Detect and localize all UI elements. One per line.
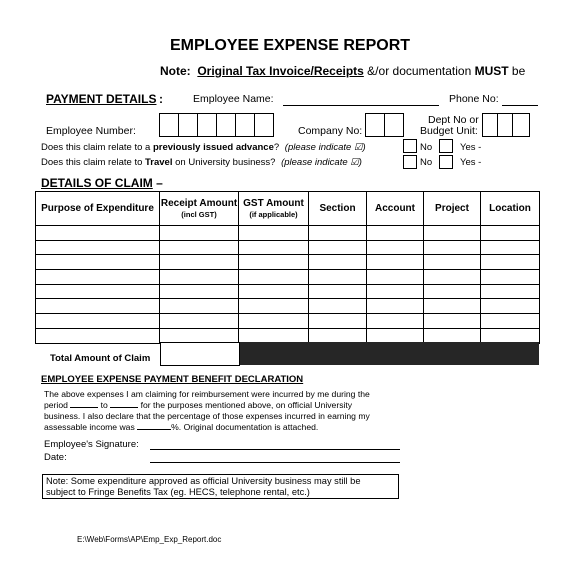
- employee-number-box[interactable]: [216, 113, 236, 137]
- claim-cell[interactable]: [424, 255, 481, 270]
- period-from-field[interactable]: [70, 407, 98, 408]
- note-middle: &/or documentation: [363, 64, 475, 78]
- claim-cell[interactable]: [424, 270, 481, 285]
- claim-row: [36, 328, 540, 343]
- claim-cell[interactable]: [36, 240, 160, 255]
- claim-cell[interactable]: [36, 226, 160, 241]
- claim-row: [36, 255, 540, 270]
- claim-cell[interactable]: [309, 328, 367, 343]
- company-number-box[interactable]: [365, 113, 385, 137]
- claim-cell[interactable]: [424, 328, 481, 343]
- claim-cell[interactable]: [239, 284, 309, 299]
- claim-cell[interactable]: [424, 314, 481, 329]
- fbt-note-line-1: Note: Some expenditure approved as official University business may still be: [46, 476, 361, 486]
- advance-no-label: No: [420, 142, 433, 153]
- claim-cell[interactable]: [481, 255, 540, 270]
- declaration-line-1: The above expenses I am claiming for reimbursement were incurred by me during the: [44, 389, 370, 399]
- claim-row: [36, 270, 540, 285]
- note-end: be: [508, 64, 526, 78]
- claim-cell[interactable]: [160, 255, 239, 270]
- fbt-note-line-2: subject to Fringe Benefits Tax (eg. HECS, telephone rental, etc.): [46, 487, 310, 497]
- claim-rows: [36, 226, 540, 344]
- claim-cell[interactable]: [239, 270, 309, 285]
- phone-field[interactable]: [502, 105, 538, 106]
- claim-header-row: [36, 192, 540, 226]
- claim-cell[interactable]: [309, 226, 367, 241]
- claim-cell[interactable]: [160, 226, 239, 241]
- travel-yes-checkbox[interactable]: [439, 155, 453, 169]
- claim-cell[interactable]: [309, 284, 367, 299]
- fbt-note-box: [42, 474, 399, 499]
- column-header-purpose: Purpose of Expenditure: [36, 192, 160, 226]
- form-title: EMPLOYEE EXPENSE REPORT: [169, 37, 411, 54]
- advance-no-checkbox[interactable]: [403, 139, 417, 153]
- note-must: MUST: [474, 64, 509, 78]
- claim-cell[interactable]: [160, 284, 239, 299]
- signature-label: Employee's Signature:: [44, 439, 139, 450]
- claim-cell[interactable]: [481, 299, 540, 314]
- note-underlined: Original Tax Invoice/Receipts: [197, 64, 364, 78]
- claim-cell[interactable]: [160, 270, 239, 285]
- declaration-line-3: business. I also declare that the percentage of those expenses incurred in earning my: [44, 411, 370, 421]
- column-header-location: Location: [481, 192, 540, 226]
- declaration-line-2: period to for the purposes mentioned above, on official University: [44, 400, 353, 410]
- claim-cell[interactable]: [36, 255, 160, 270]
- claim-cell[interactable]: [367, 226, 424, 241]
- claim-cell[interactable]: [160, 240, 239, 255]
- claim-cell[interactable]: [367, 284, 424, 299]
- employee-number-box[interactable]: [235, 113, 255, 137]
- claim-cell[interactable]: [367, 328, 424, 343]
- payment-details-heading: PAYMENT DETAILS: [46, 92, 157, 106]
- claim-cell[interactable]: [424, 240, 481, 255]
- claim-cell[interactable]: [309, 299, 367, 314]
- claim-cell[interactable]: [160, 328, 239, 343]
- claim-cell[interactable]: [239, 255, 309, 270]
- advance-yes-label: Yes -: [460, 142, 482, 153]
- total-shaded-area: [240, 342, 539, 365]
- employee-number-box[interactable]: [197, 113, 217, 137]
- claim-cell[interactable]: [309, 314, 367, 329]
- phone-label: Phone No:: [449, 93, 499, 105]
- claim-cell[interactable]: [36, 314, 160, 329]
- claim-cell[interactable]: [36, 284, 160, 299]
- employee-name-label: Employee Name:: [193, 93, 274, 105]
- dept-label-line1: Dept No or: [428, 114, 479, 126]
- declaration-heading: EMPLOYEE EXPENSE PAYMENT BENEFIT DECLARATION: [41, 374, 304, 385]
- column-header-section: Section: [309, 192, 367, 226]
- dept-label-line2: Budget Unit:: [420, 125, 478, 137]
- date-label: Date:: [44, 452, 67, 463]
- employee-number-label: Employee Number:: [46, 125, 136, 137]
- claim-row: [36, 299, 540, 314]
- advance-yes-checkbox[interactable]: [439, 139, 453, 153]
- declaration-text: [44, 389, 404, 433]
- claim-cell[interactable]: [481, 226, 540, 241]
- travel-no-checkbox[interactable]: [403, 155, 417, 169]
- column-header-account: Account: [367, 192, 424, 226]
- total-amount-field[interactable]: [160, 342, 240, 366]
- dept-number-box[interactable]: [497, 113, 513, 137]
- claim-cell[interactable]: [424, 226, 481, 241]
- claim-cell[interactable]: [367, 314, 424, 329]
- claim-cell[interactable]: [481, 240, 540, 255]
- employee-number-box[interactable]: [159, 113, 179, 137]
- claim-cell[interactable]: [239, 314, 309, 329]
- claim-cell[interactable]: [239, 328, 309, 343]
- percentage-field[interactable]: [137, 429, 171, 430]
- note-label: Note:: [160, 64, 191, 78]
- employee-number-box[interactable]: [178, 113, 198, 137]
- column-header-gst-amount: GST Amount (if applicable): [239, 192, 309, 226]
- claim-cell[interactable]: [309, 240, 367, 255]
- claim-row: [36, 240, 540, 255]
- claim-table: [35, 191, 540, 344]
- claim-cell[interactable]: [160, 314, 239, 329]
- claim-cell[interactable]: [36, 299, 160, 314]
- employee-number-box[interactable]: [254, 113, 274, 137]
- claim-cell[interactable]: [481, 284, 540, 299]
- claim-cell[interactable]: [160, 299, 239, 314]
- claim-row: [36, 314, 540, 329]
- travel-question: Does this claim relate to Travel on University business? (please indicate ☑): [41, 157, 362, 168]
- declaration-line-4: assessable income was %. Original documentation is attached.: [44, 422, 319, 432]
- claim-cell[interactable]: [367, 255, 424, 270]
- claim-cell[interactable]: [367, 299, 424, 314]
- column-header-receipt-amount: Receipt Amount (incl GST): [160, 192, 239, 226]
- travel-no-label: No: [420, 157, 433, 168]
- claim-cell[interactable]: [309, 255, 367, 270]
- total-amount-label: Total Amount of Claim: [50, 353, 151, 364]
- dept-number-box[interactable]: [512, 113, 530, 137]
- company-label: Company No:: [298, 125, 363, 137]
- period-to-field[interactable]: [110, 407, 138, 408]
- column-header-project: Project: [424, 192, 481, 226]
- claim-cell[interactable]: [481, 314, 540, 329]
- claim-cell[interactable]: [239, 240, 309, 255]
- claim-cell[interactable]: [367, 270, 424, 285]
- details-of-claim-heading: DETAILS OF CLAIM –: [41, 176, 163, 190]
- claim-cell[interactable]: [36, 270, 160, 285]
- advance-question: Does this claim relate to a previously issued advance? (please indicate ☑): [41, 142, 366, 153]
- claim-cell[interactable]: [309, 270, 367, 285]
- claim-cell[interactable]: [424, 299, 481, 314]
- file-path: E:\Web\Forms\AP\Emp_Exp_Report.doc: [77, 535, 222, 544]
- claim-cell[interactable]: [239, 226, 309, 241]
- dept-number-box[interactable]: [482, 113, 498, 137]
- employee-name-field[interactable]: [283, 105, 439, 106]
- claim-cell[interactable]: [36, 328, 160, 343]
- travel-yes-label: Yes -: [460, 157, 482, 168]
- company-number-box[interactable]: [384, 113, 404, 137]
- claim-cell[interactable]: [239, 299, 309, 314]
- header-note: [160, 64, 525, 78]
- claim-cell[interactable]: [424, 284, 481, 299]
- claim-cell[interactable]: [367, 240, 424, 255]
- signature-field[interactable]: [150, 449, 400, 450]
- date-field[interactable]: [150, 462, 400, 463]
- payment-details-colon: :: [159, 92, 163, 106]
- claim-cell[interactable]: [481, 270, 540, 285]
- claim-cell[interactable]: [481, 328, 540, 343]
- claim-row: [36, 226, 540, 241]
- claim-row: [36, 284, 540, 299]
